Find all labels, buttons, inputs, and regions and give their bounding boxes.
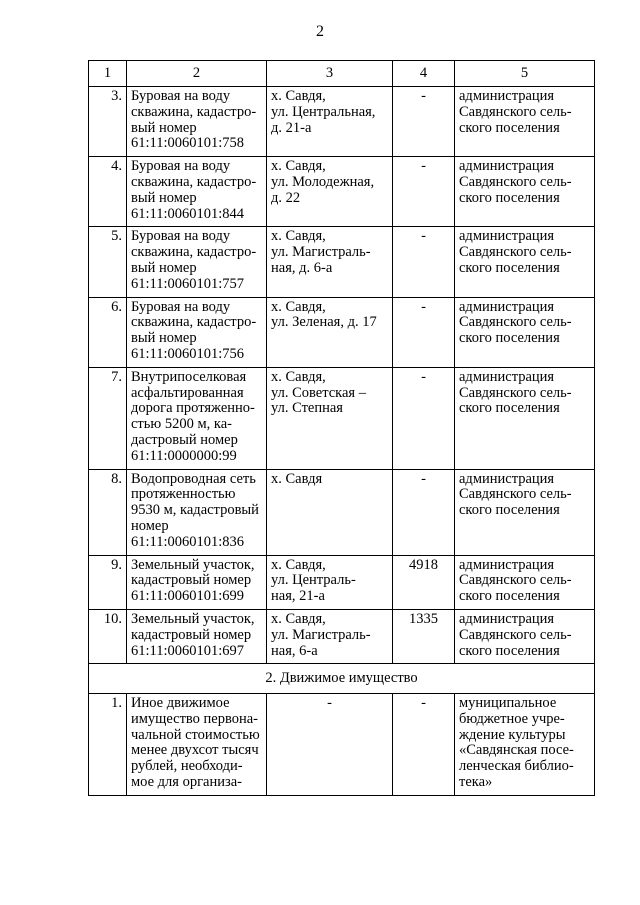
row-number: 5.: [89, 227, 127, 297]
property-area: -: [393, 367, 455, 469]
property-area: 4918: [393, 555, 455, 609]
property-name: Иное движимое имущество первона- чальной стоимостью менее двухсот тысяч рублей, необходи- мое для организа-: [127, 694, 267, 796]
column-number-2: 2: [127, 61, 267, 87]
property-name: Земельный участок, кадастровый номер 61:11:0060101:699: [127, 555, 267, 609]
property-holder: администрация Савдянского сель- ского поселения: [455, 297, 595, 367]
property-area: -: [393, 227, 455, 297]
row-number: 10.: [89, 609, 127, 663]
property-holder: администрация Савдянского сель- ского поселения: [455, 555, 595, 609]
property-area: 1335: [393, 609, 455, 663]
row-number: 8.: [89, 469, 127, 555]
property-area: -: [393, 157, 455, 227]
property-registry-table: [88, 60, 595, 796]
property-address: х. Савдя, ул. Магистраль- ная, 6-а: [267, 609, 393, 663]
table-row: [89, 609, 595, 663]
property-holder: муниципальное бюджетное учре- ждение культуры «Савдянская посе- ленческая библио- тека»: [455, 694, 595, 796]
table-row: [89, 367, 595, 469]
row-number: 3.: [89, 87, 127, 157]
property-address: х. Савдя, ул. Советская – ул. Степная: [267, 367, 393, 469]
property-holder: администрация Савдянского сель- ского поселения: [455, 157, 595, 227]
property-name: Буровая на воду скважина, кадастро- вый номер 61:11:0060101:844: [127, 157, 267, 227]
property-name: Буровая на воду скважина, кадастро- вый номер 61:11:0060101:757: [127, 227, 267, 297]
table-row: [89, 157, 595, 227]
property-address: х. Савдя, ул. Молодежная, д. 22: [267, 157, 393, 227]
row-number: 9.: [89, 555, 127, 609]
property-area: -: [393, 469, 455, 555]
table-row: [89, 87, 595, 157]
property-holder: администрация Савдянского сель- ского поселения: [455, 609, 595, 663]
property-name: Буровая на воду скважина, кадастро- вый номер 61:11:0060101:758: [127, 87, 267, 157]
property-name: Буровая на воду скважина, кадастро- вый номер 61:11:0060101:756: [127, 297, 267, 367]
property-address: х. Савдя: [267, 469, 393, 555]
property-holder: администрация Савдянского сель- ского поселения: [455, 227, 595, 297]
page-number: 2: [316, 23, 324, 40]
table-row: [89, 227, 595, 297]
property-area: -: [393, 694, 455, 796]
row-number: 4.: [89, 157, 127, 227]
table-row: [89, 555, 595, 609]
property-area: -: [393, 87, 455, 157]
section-heading-movable: 2. Движимое имущество: [89, 664, 595, 694]
table-row: [89, 694, 595, 796]
column-number-1: 1: [89, 61, 127, 87]
property-address: х. Савдя, ул. Центральная, д. 21-а: [267, 87, 393, 157]
property-address: х. Савдя, ул. Зеленая, д. 17: [267, 297, 393, 367]
property-area: -: [393, 297, 455, 367]
property-address: х. Савдя, ул. Магистраль- ная, д. 6-а: [267, 227, 393, 297]
property-holder: администрация Савдянского сель- ского поселения: [455, 367, 595, 469]
row-number: 7.: [89, 367, 127, 469]
property-name: Земельный участок, кадастровый номер 61:11:0060101:697: [127, 609, 267, 663]
row-number: 6.: [89, 297, 127, 367]
property-address: -: [267, 694, 393, 796]
table-header-row: [89, 61, 595, 87]
column-number-4: 4: [393, 61, 455, 87]
column-number-5: 5: [455, 61, 595, 87]
section-heading-row: [89, 664, 595, 694]
table-row: [89, 297, 595, 367]
table-row: [89, 469, 595, 555]
property-holder: администрация Савдянского сель- ского поселения: [455, 87, 595, 157]
property-holder: администрация Савдянского сель- ского поселения: [455, 469, 595, 555]
column-number-3: 3: [267, 61, 393, 87]
property-name: Внутрипоселковая асфальтированная дорога протяженно- стью 5200 м, ка- дастровый номер 61:11:0000000:99: [127, 367, 267, 469]
row-number: 1.: [89, 694, 127, 796]
property-name: Водопроводная сеть протяженностью 9530 м, кадастровый номер 61:11:0060101:836: [127, 469, 267, 555]
property-address: х. Савдя, ул. Централь- ная, 21-а: [267, 555, 393, 609]
